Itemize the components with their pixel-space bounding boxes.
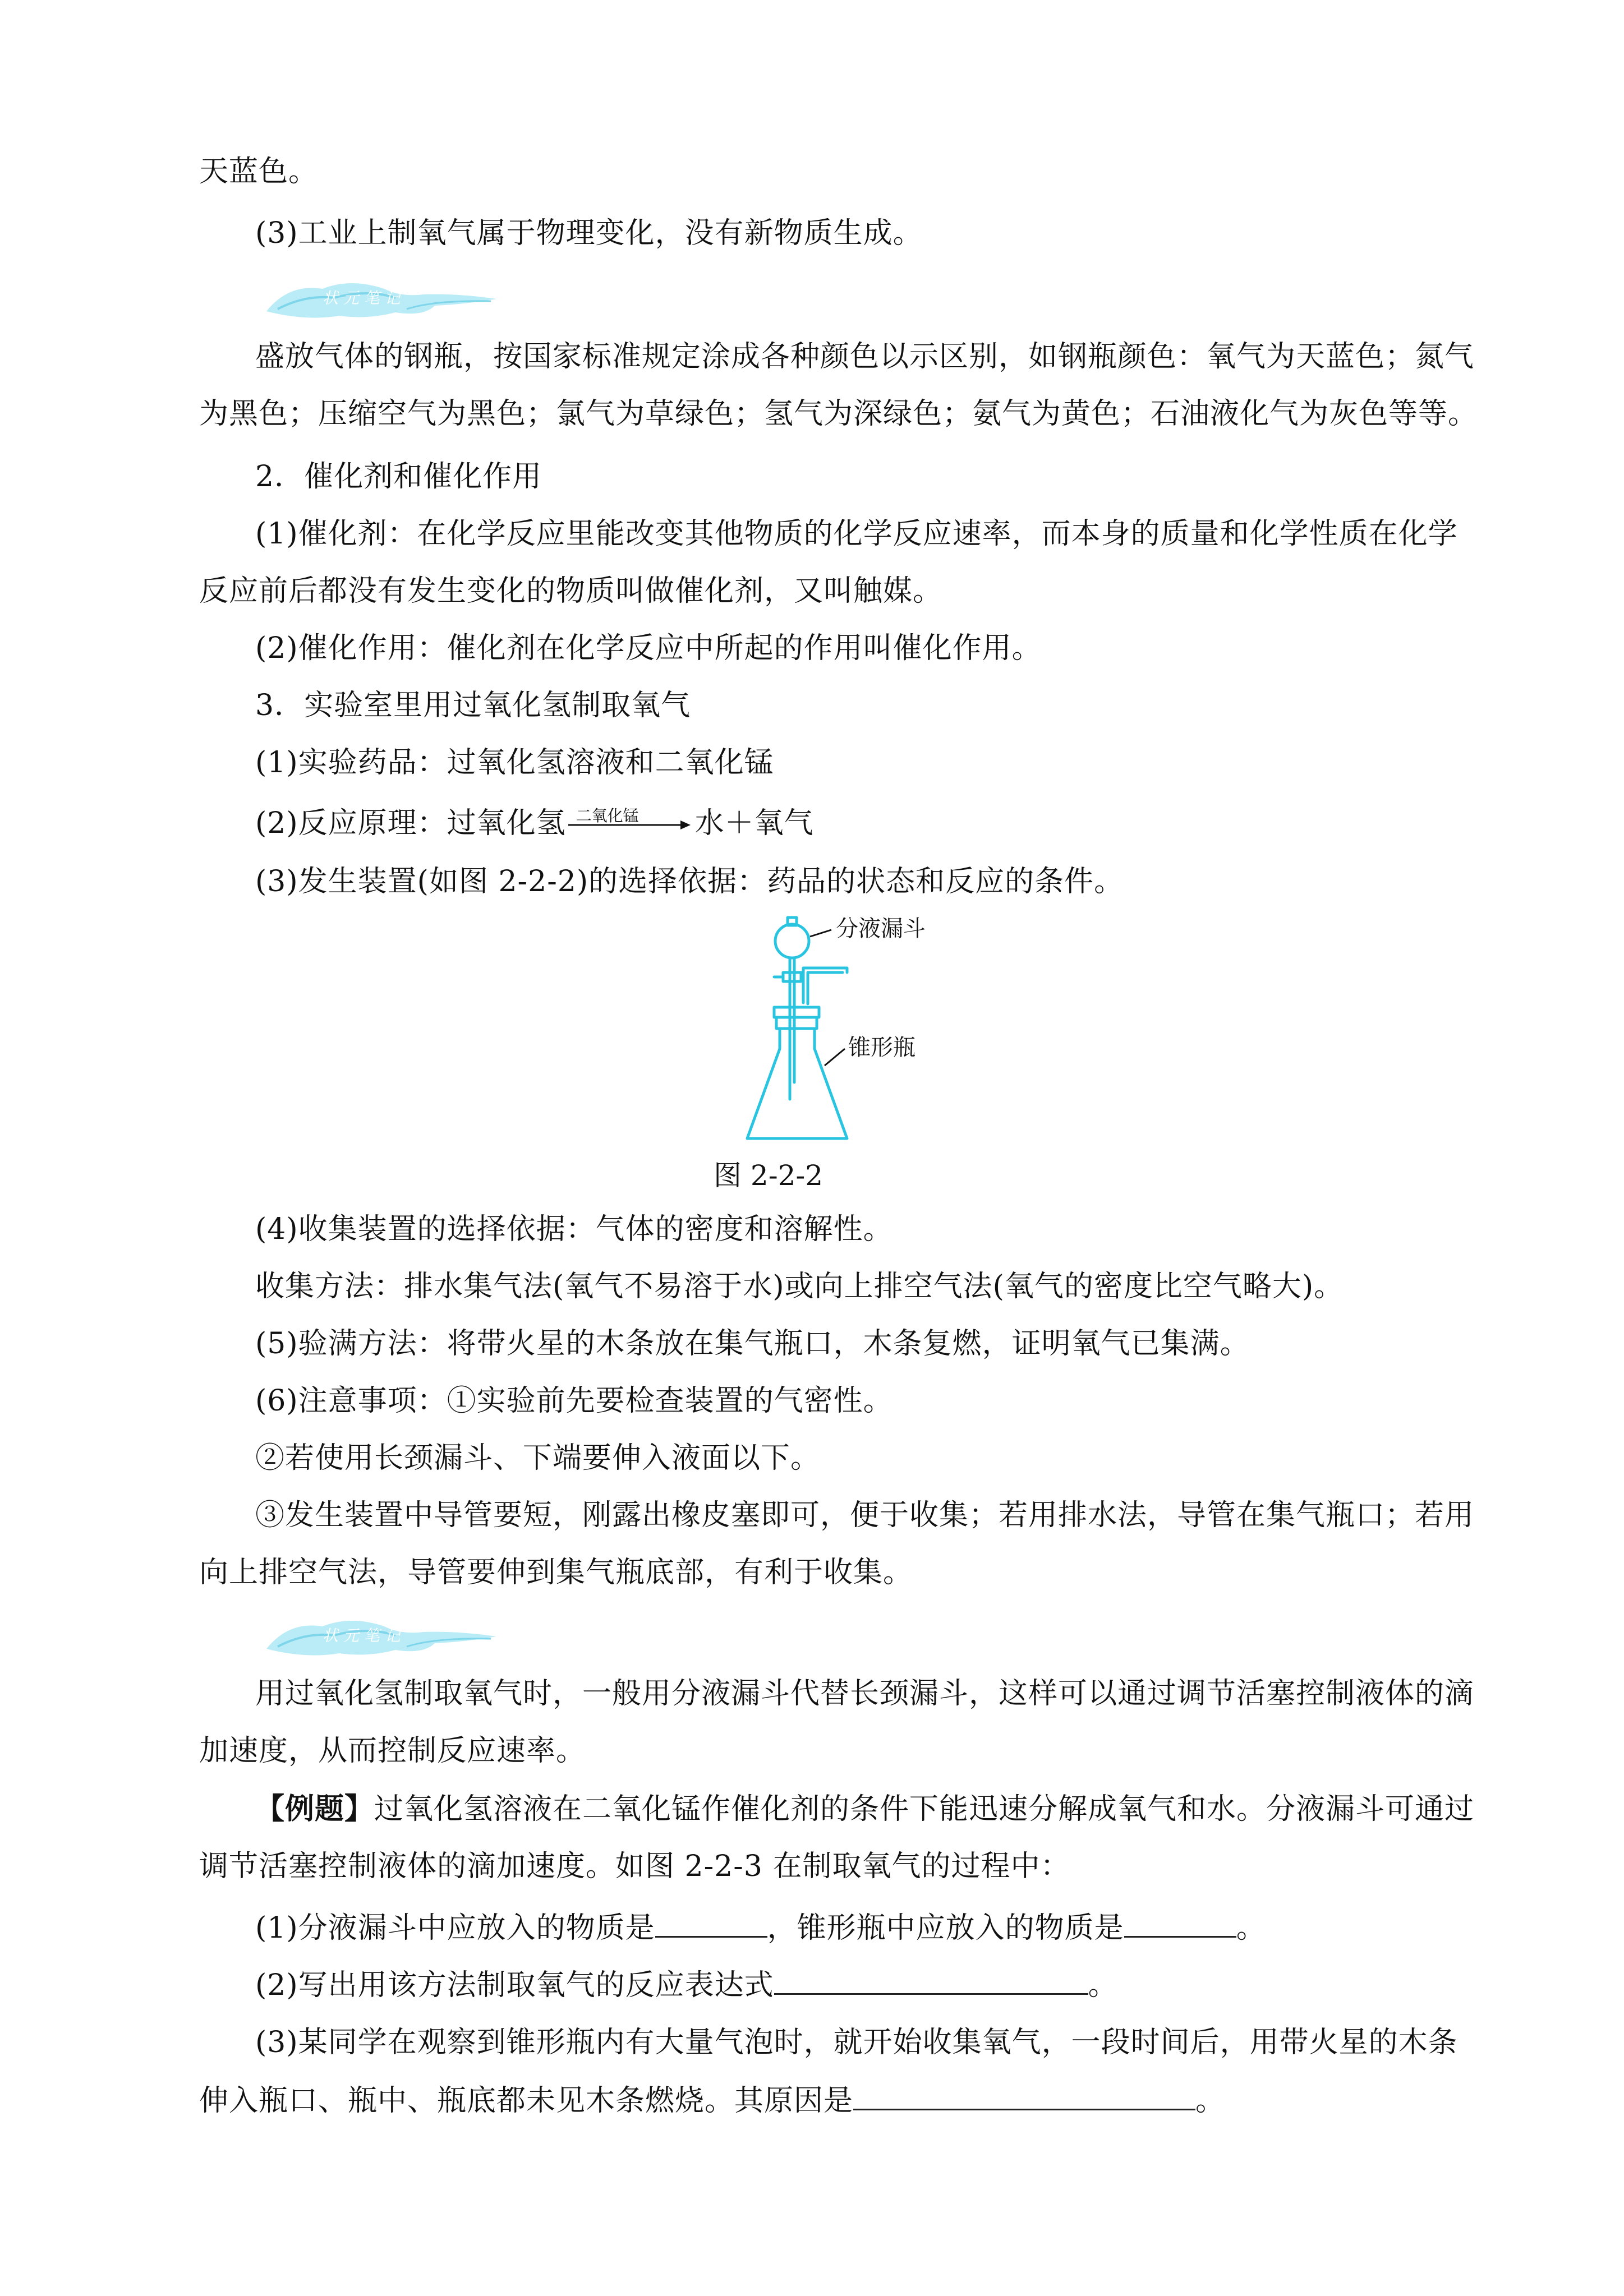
paragraph-line: 为黑色；压缩空气为黑色；氯气为草绿色；氢气为深绿色；氨气为黄色；石油液化气为灰色等等。 — [199, 397, 1478, 431]
paragraph-line: (4)收集装置的选择依据：气体的密度和溶解性。 — [255, 1212, 893, 1246]
paragraph-line: 天蓝色。 — [199, 155, 319, 188]
example-text: 过氧化氢溶液在二氧化锰作催化剂的条件下能迅速分解成氧气和水。分液漏斗可通过 — [374, 1792, 1475, 1826]
question-3 — [199, 2080, 1225, 2121]
funnel-label: 分液漏斗 — [836, 916, 926, 942]
flask-label: 锥形瓶 — [848, 1035, 915, 1061]
paragraph-line: 向上排空气法，导管要伸到集气瓶底部，有利于收集。 — [199, 1556, 913, 1589]
paragraph-line: 加速度，从而控制反应速率。 — [199, 1734, 586, 1768]
paragraph-line: (3)发生装置(如图 2-2-2)的选择依据：药品的状态和反应的条件。 — [255, 865, 1124, 898]
paragraph-line: 盛放气体的钢瓶，按国家标准规定涂成各种颜色以示区别，如钢瓶颜色：氧气为天蓝色；氮气 — [255, 340, 1475, 374]
question-text: ，锥形瓶中应放入的物质是 — [767, 1911, 1124, 1945]
example-heading-line — [255, 1789, 1474, 1829]
paragraph-line: 调节活塞控制液体的滴加速度。如图 2-2-3 在制取氧气的过程中： — [199, 1850, 1070, 1883]
paragraph-line: 3．实验室里用过氧化氢制取氧气 — [255, 689, 691, 722]
paragraph-line: (1)实验药品：过氧化氢溶液和二氧化锰 — [255, 746, 774, 780]
question-2 — [255, 1964, 1118, 2005]
example-tag: 【例题】 — [255, 1792, 375, 1826]
svg-text:状 元 笔 记: 状 元 笔 记 — [323, 1626, 401, 1645]
question-text: 伸入瓶口、瓶中、瓶底都未见木条燃烧。其原因是 — [199, 2084, 854, 2118]
catalyst-label: 二氧化锰 — [576, 806, 639, 825]
paragraph-line: (2)催化作用：催化剂在化学反应中所起的作用叫催化作用。 — [255, 631, 1042, 665]
figure-caption: 图 2-2-2 — [714, 1159, 823, 1192]
answer-blank[interactable] — [774, 1964, 1088, 1995]
paragraph-line: 用过氧化氢制取氧气时，一般用分液漏斗代替长颈漏斗，这样可以通过调节活塞控制液体的滴 — [255, 1677, 1475, 1711]
answer-blank[interactable] — [853, 2080, 1195, 2110]
paragraph-line: 2．催化剂和催化作用 — [255, 460, 542, 494]
note-banner-icon — [255, 1610, 502, 1660]
apparatus-diagram — [740, 914, 976, 1150]
paragraph-line: (5)验满方法：将带火星的木条放在集气瓶口，木条复燃，证明氧气已集满。 — [255, 1327, 1250, 1361]
paragraph-line: ③发生装置中导管要短，刚露出橡皮塞即可，便于收集；若用排水法，导管在集气瓶口；若用 — [255, 1499, 1475, 1532]
paragraph-line: ②若使用长颈漏斗、下端要伸入液面以下。 — [255, 1441, 821, 1475]
question-text: 。 — [1195, 2084, 1226, 2118]
paragraph-line: (3)工业上制氧气属于物理变化，没有新物质生成。 — [255, 216, 923, 250]
reaction-arrow — [566, 804, 695, 837]
reactant: (2)反应原理：过氧化氢 — [255, 806, 566, 840]
paragraph-line: (6)注意事项：①实验前先要检查装置的气密性。 — [255, 1384, 893, 1418]
answer-blank[interactable] — [1124, 1907, 1236, 1938]
paragraph-line: 收集方法：排水集气法(氧气不易溶于水)或向上排空气法(氧气的密度比空气略大)。 — [255, 1270, 1344, 1303]
question-text: 。 — [1236, 1911, 1266, 1945]
question-1 — [255, 1907, 1266, 1948]
paragraph-line: (3)某同学在观察到锥形瓶内有大量气泡时，就开始收集氧气，一段时间后，用带火星的木条 — [255, 2026, 1458, 2059]
paragraph-line: (1)催化剂：在化学反应里能改变其他物质的化学反应速率，而本身的质量和化学性质在化学 — [255, 517, 1458, 551]
product: 水＋氧气 — [694, 806, 814, 840]
note-banner-icon — [255, 272, 502, 322]
answer-blank[interactable] — [655, 1907, 767, 1938]
question-text: 。 — [1088, 1968, 1118, 2002]
paragraph-line: 反应前后都没有发生变化的物质叫做催化剂，又叫触媒。 — [199, 574, 943, 608]
question-text: (1)分液漏斗中应放入的物质是 — [255, 1911, 655, 1945]
arrow-icon — [566, 804, 695, 837]
svg-text:状 元 笔 记: 状 元 笔 记 — [323, 289, 401, 307]
reaction-equation — [255, 803, 814, 843]
question-text: (2)写出用该方法制取氧气的反应表达式 — [255, 1968, 774, 2002]
